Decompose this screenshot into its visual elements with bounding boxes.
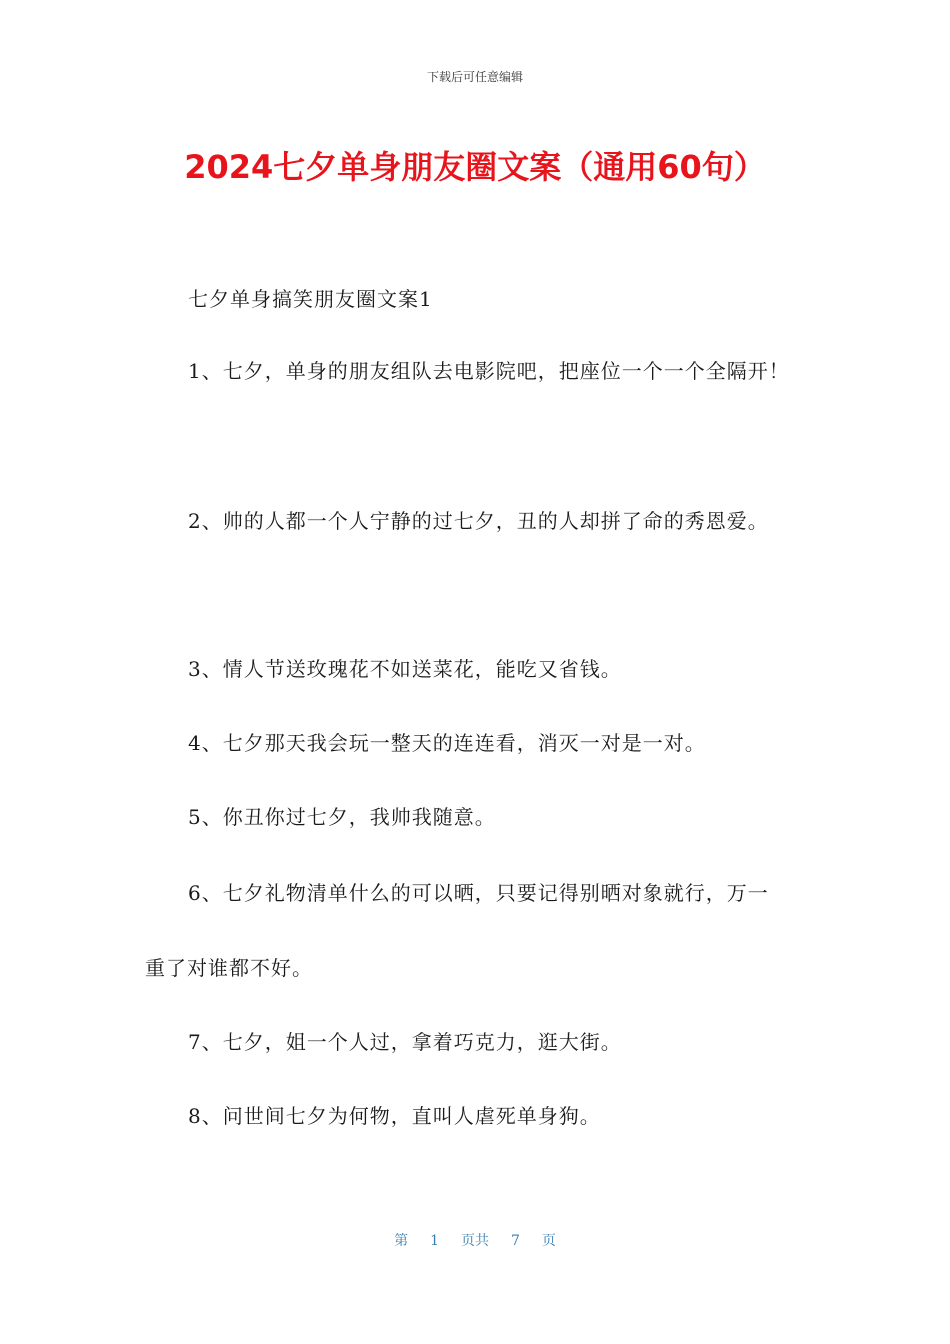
list-item: 2、帅的人都一个人宁静的过七夕，丑的人却拼了命的秀恩爱。 xyxy=(188,509,769,533)
footer-total-label: 页共 xyxy=(461,1233,489,1249)
footer-total-pages: 7 xyxy=(511,1233,520,1249)
list-item-continuation: 重了对谁都不好。 xyxy=(145,956,313,980)
list-item: 1、七夕，单身的朋友组队去电影院吧，把座位一个一个全隔开！ xyxy=(188,359,790,383)
section-heading: 七夕单身搞笑朋友圈文案1 xyxy=(188,287,433,311)
footer-page-number: 1 xyxy=(430,1233,439,1249)
page-footer xyxy=(0,1230,950,1250)
footer-page-suffix: 页 xyxy=(541,1233,556,1249)
list-item: 4、七夕那天我会玩一整天的连连看，消灭一对是一对。 xyxy=(188,731,706,755)
list-item: 8、问世间七夕为何物，直叫人虐死单身狗。 xyxy=(188,1104,601,1128)
header-note: 下载后可任意编辑 xyxy=(426,70,523,84)
footer-page-label: 第 xyxy=(394,1233,409,1249)
list-item: 6、七夕礼物清单什么的可以晒，只要记得别晒对象就行，万一 xyxy=(188,881,769,905)
list-item: 5、你丑你过七夕，我帅我随意。 xyxy=(188,805,496,829)
list-item: 7、七夕，姐一个人过，拿着巧克力，逛大街。 xyxy=(188,1030,622,1054)
list-item: 3、情人节送玫瑰花不如送菜花，能吃又省钱。 xyxy=(188,657,622,681)
document-title: 2024七夕单身朋友圈文案（通用60句） xyxy=(184,148,766,186)
